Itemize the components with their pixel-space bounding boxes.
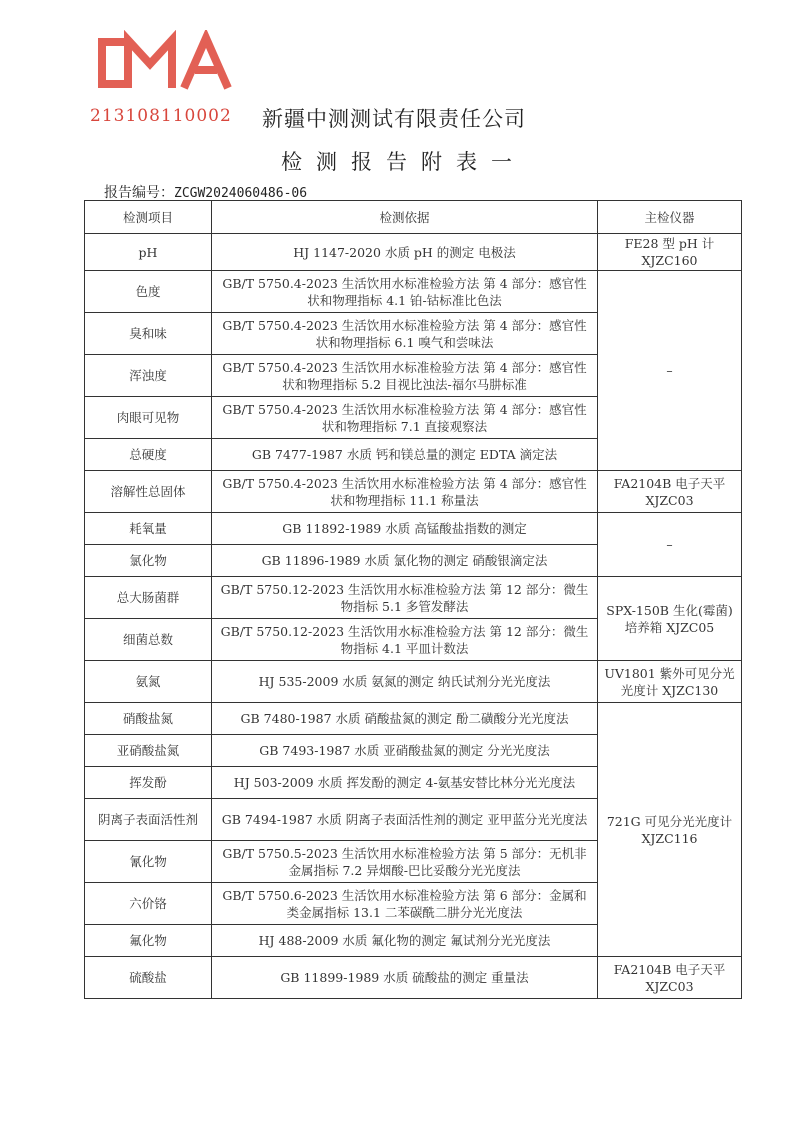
item-cell: 氟化物 [85, 925, 212, 957]
item-cell: 亚硝酸盐氮 [85, 735, 212, 767]
company-name: 新疆中测测试有限责任公司 [262, 107, 526, 131]
item-cell: 总硬度 [85, 439, 212, 471]
basis-cell: GB/T 5750.4-2023 生活饮用水标准检验方法 第 4 部分：感官性状和物理指标 5.2 目视比浊法-福尔马肼标准 [212, 355, 598, 397]
basis-cell: GB 11896-1989 水质 氯化物的测定 硝酸银滴定法 [212, 545, 598, 577]
table-row [85, 471, 742, 513]
basis-cell: HJ 503-2009 水质 挥发酚的测定 4-氨基安替比林分光光度法 [212, 767, 598, 799]
basis-cell: GB 11892-1989 水质 高锰酸盐指数的测定 [212, 513, 598, 545]
item-cell: 阴离子表面活性剂 [85, 799, 212, 841]
item-cell: 氨氮 [85, 661, 212, 703]
cma-logo [94, 30, 240, 96]
item-cell: 耗氧量 [85, 513, 212, 545]
basis-cell: HJ 1147-2020 水质 pH 的测定 电极法 [212, 234, 598, 271]
item-cell: 氯化物 [85, 545, 212, 577]
table-row [85, 513, 742, 545]
item-cell: 细菌总数 [85, 619, 212, 661]
item-cell: 色度 [85, 271, 212, 313]
table-row [85, 661, 742, 703]
basis-cell: HJ 488-2009 水质 氟化物的测定 氟试剂分光光度法 [212, 925, 598, 957]
basis-cell: GB/T 5750.4-2023 生活饮用水标准检验方法 第 4 部分：感官性状和物理指标 6.1 嗅气和尝味法 [212, 313, 598, 355]
table-row [85, 703, 742, 735]
basis-cell: GB/T 5750.12-2023 生活饮用水标准检验方法 第 12 部分：微生物指标 5.1 多管发酵法 [212, 577, 598, 619]
report-number-label: 报告编号： [104, 185, 174, 201]
instrument-cell: – [598, 513, 742, 577]
basis-cell: GB 7494-1987 水质 阴离子表面活性剂的测定 亚甲蓝分光光度法 [212, 799, 598, 841]
table-header-row [85, 201, 742, 234]
basis-cell: GB/T 5750.12-2023 生活饮用水标准检验方法 第 12 部分：微生物指标 4.1 平皿计数法 [212, 619, 598, 661]
basis-cell: GB 7493-1987 水质 亚硝酸盐氮的测定 分光光度法 [212, 735, 598, 767]
instrument-cell: FA2104B 电子天平 XJZC03 [598, 471, 742, 513]
instrument-cell: SPX-150B 生化(霉菌)培养箱 XJZC05 [598, 577, 742, 661]
basis-cell: GB 11899-1989 水质 硫酸盐的测定 重量法 [212, 957, 598, 999]
page-title: 检测报告附表一 [281, 150, 526, 174]
report-number-value: ZCGW2024060486-06 [174, 186, 308, 201]
basis-cell: GB 7480-1987 水质 硝酸盐氮的测定 酚二磺酸分光光度法 [212, 703, 598, 735]
item-cell: 硝酸盐氮 [85, 703, 212, 735]
inspection-table [84, 200, 742, 999]
basis-cell: GB/T 5750.4-2023 生活饮用水标准检验方法 第 4 部分：感官性状和物理指标 11.1 称量法 [212, 471, 598, 513]
instrument-cell: – [598, 271, 742, 471]
item-cell: 挥发酚 [85, 767, 212, 799]
basis-cell: GB/T 5750.6-2023 生活饮用水标准检验方法 第 6 部分：金属和类金属指标 13.1 二苯碳酰二肼分光光度法 [212, 883, 598, 925]
item-cell: 氰化物 [85, 841, 212, 883]
basis-cell: HJ 535-2009 水质 氨氮的测定 纳氏试剂分光光度法 [212, 661, 598, 703]
basis-cell: GB/T 5750.4-2023 生活饮用水标准检验方法 第 4 部分：感官性状和物理指标 4.1 铂-钴标准比色法 [212, 271, 598, 313]
item-cell: 六价铬 [85, 883, 212, 925]
col-header-instrument: 主检仪器 [598, 201, 742, 234]
table-row [85, 577, 742, 619]
item-cell: 总大肠菌群 [85, 577, 212, 619]
item-cell: 硫酸盐 [85, 957, 212, 999]
basis-cell: GB/T 5750.5-2023 生活饮用水标准检验方法 第 5 部分：无机非金属指标 7.2 异烟酸-巴比妥酸分光光度法 [212, 841, 598, 883]
item-cell: 臭和味 [85, 313, 212, 355]
instrument-cell: FE28 型 pH 计 XJZC160 [598, 234, 742, 271]
instrument-cell: FA2104B 电子天平 XJZC03 [598, 957, 742, 999]
col-header-basis: 检测依据 [212, 201, 598, 234]
table-row [85, 234, 742, 271]
report-number [104, 182, 307, 202]
basis-cell: GB 7477-1987 水质 钙和镁总量的测定 EDTA 滴定法 [212, 439, 598, 471]
cert-number: 213108110002 [90, 106, 232, 126]
item-cell: 肉眼可见物 [85, 397, 212, 439]
table-row [85, 957, 742, 999]
basis-cell: GB/T 5750.4-2023 生活饮用水标准检验方法 第 4 部分：感官性状和物理指标 7.1 直接观察法 [212, 397, 598, 439]
item-cell: pH [85, 234, 212, 271]
table-row [85, 271, 742, 313]
item-cell: 溶解性总固体 [85, 471, 212, 513]
item-cell: 浑浊度 [85, 355, 212, 397]
instrument-cell: UV1801 紫外可见分光光度计 XJZC130 [598, 661, 742, 703]
col-header-item: 检测项目 [85, 201, 212, 234]
instrument-cell: 721G 可见分光光度计 XJZC116 [598, 703, 742, 957]
